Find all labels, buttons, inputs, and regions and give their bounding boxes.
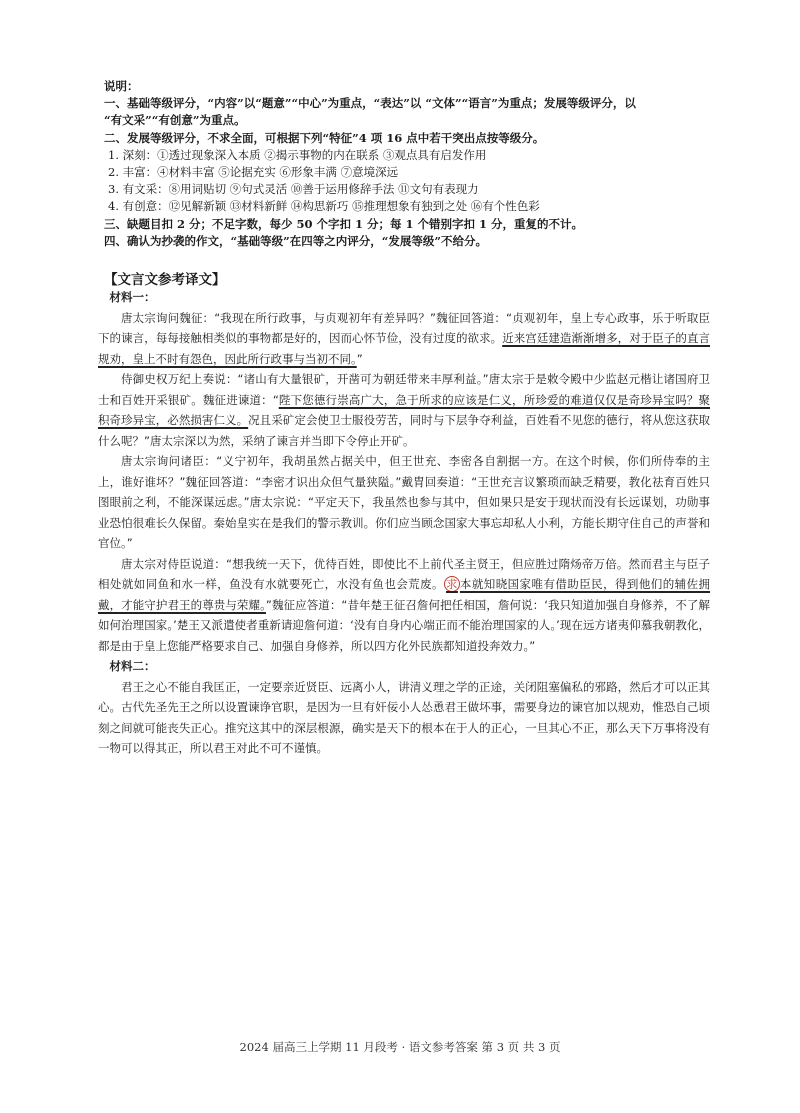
notes-item-4: 4. 有创意：⑫见解新颖 ⑬材料新鲜 ⑭构思新巧 ⑮推理想象有独到之处 ⑯有个性色彩 bbox=[108, 199, 540, 214]
notes-line-2: “有文采”“有创意”为重点。 bbox=[104, 113, 246, 128]
paragraph-2: 侍御史权万纪上奏说：“诸山有大量银矿，开凿可为朝廷带来丰厚利益。”唐太宗于是敕令殿中少监赵元楷让诸国府卫士和百姓开采银矿。魏征进谏道：“陛下您德行崇高广大，急于所求的应该是仁义，所珍爱的难道仅仅是奇珍异宝吗？聚积奇珍异宝，必然损害仁义。况且采矿定会使卫士服役劳苦，同时与下层争夺利益，百姓看不见您的德行，将从您这获取什么呢？”唐太宗深以为然，采纳了谏言并当即下令停止开矿。 bbox=[98, 372, 710, 448]
underlined-sentence: 近来宫廷建造渐渐增多，对于臣子的直言规劝，皇上不时有怨色，因此所行政事与当初不同。 bbox=[98, 331, 711, 366]
notes-line-5: 四、确认为抄袭的作文，“基础等级”在四等之内评分，“发展等级”不给分。 bbox=[104, 233, 487, 248]
notes-item-2: 2. 丰富：④材料丰富 ⑤论据充实 ⑥形象丰满 ⑦意境深远 bbox=[108, 165, 399, 180]
section-title: 【文言文参考译文】 bbox=[104, 272, 226, 288]
grading-notes bbox=[104, 78, 724, 250]
material-2-label: 材料二： bbox=[109, 659, 156, 673]
material-1-label: 材料一： bbox=[109, 290, 156, 304]
notes-item-1: 1. 深刻：①透过现象深入本质 ②揭示事物的内在联系 ③观点具有启发作用 bbox=[108, 147, 487, 162]
paragraph-1: 唐太宗询问魏征：“我现在所行政事，与贞观初年有差异吗？”魏征回答道：“贞观初年，皇上专心政事，乐于听取臣下的谏言，每每接触相类似的事物都是好的，因而心怀节俭，没有过度的欲求。近来宫廷建造渐渐增多，对于臣子的直言规劝，皇上不时有怨色，因此所行政事与当初不同。” bbox=[98, 310, 711, 366]
paragraph-3: 唐太宗询问诸臣：“义宁初年，我胡虽然占据关中，但王世充、李密各自割据一方。在这个时候，你们所侍奉的主上，谁好谁坏？”魏征回答道：“李密才识出众但气量狭隘。”戴胄回奏道：“王世充言议繁琐而缺乏精要，教化祛育百姓只图眼前之利，不能深谋远虑。”唐太宗说：“平定天下，我虽然也参与其中，但如果只是安于现状而没有长远谋划，功勋事业恐怕很难长久保留。秦始皇实在是我们的警示教训。你们应当顾念国家大事忘却私人小利，方能长期守住自己的声誉和官位。” bbox=[98, 454, 710, 550]
notes-item-3: 3. 有文采：⑧用词贴切 ⑨句式灵活 ⑩善于运用修辞手法 ⑪文句有表现力 bbox=[108, 182, 479, 197]
notes-line-1: 一、基础等级评分，“内容”以“题意”“中心”为重点，“表达”以 “文体”“语言”为重点；发展等级评分，以 bbox=[104, 96, 636, 111]
paragraph-5: 君王之心不能自我匡正，一定要亲近贤臣、远离小人，讲清义理之学的正途，关闭阻塞偏私的邪路，然后才可以正其心。古代先圣先王之所以设置谏诤官职，是因为一旦有奸佞小人怂恿君王做坏事，需要身边的谏官加以规劝，惟恐自己顷刻之间就可能丧失正心。推究这其中的深层根源，确实是天下的根本在于人的正心，一旦其心不正，那么天下万事将没有一物可以得其正，所以君王对此不可不谨慎。 bbox=[98, 679, 710, 755]
circled-char: 求 bbox=[445, 577, 458, 591]
paragraph-4: 唐太宗对侍臣说道：“想我统一天下，优待百姓，即使比不上前代圣主贤王，但应胜过隋炀帝万倍。然而君主与臣子相处就如同鱼和水一样，鱼没有水就要死亡，水没有鱼也会荒废。 求 本就知晓国家唯有借助臣民，得到他们的辅佐拥戴，才能守护君王的尊贵与荣耀。”魏征应答道：“昔年楚王征召詹何把任相国，詹何说：‘我只知道加强自身修养，不了解如何治理国家。’楚王又派遣使者重新请迎詹何道：‘没有自身内心端正而不能治理国家的人。’现在远方诸夷仰慕我朝教化，都是由于皇上您能严格要求自己、加强自身修养，所以四方化外民族都知道投奔效力。” bbox=[98, 556, 711, 653]
underlined-sentence: 本就知晓国家唯有借助臣民，得到他们的辅佐拥戴，才能守护君王的尊贵与荣耀。 bbox=[98, 577, 711, 612]
page-footer: 2024 届高三上学期 11 月段考 · 语文参考答案 第 3 页 共 3 页 bbox=[239, 1040, 561, 1054]
translation-body bbox=[98, 287, 710, 759]
underlined-sentence: 陛下您德行崇高广大，急于所求的应该是仁义，所珍爱的难道仅仅是奇珍异宝吗？聚积奇珍异宝，必然损害仁义。 bbox=[98, 392, 710, 427]
notes-line-4: 三、缺题目扣 2 分；不足字数，每少 50 个字扣 1 分；每 1 个错别字扣 1 分，重复的不计。 bbox=[104, 216, 584, 231]
notes-line-3: 二、发展等级评分，不求全面，可根据下列“特征”4 项 16 点中若干突出点按等级分。 bbox=[104, 130, 545, 145]
notes-title: 说明： bbox=[104, 79, 139, 93]
